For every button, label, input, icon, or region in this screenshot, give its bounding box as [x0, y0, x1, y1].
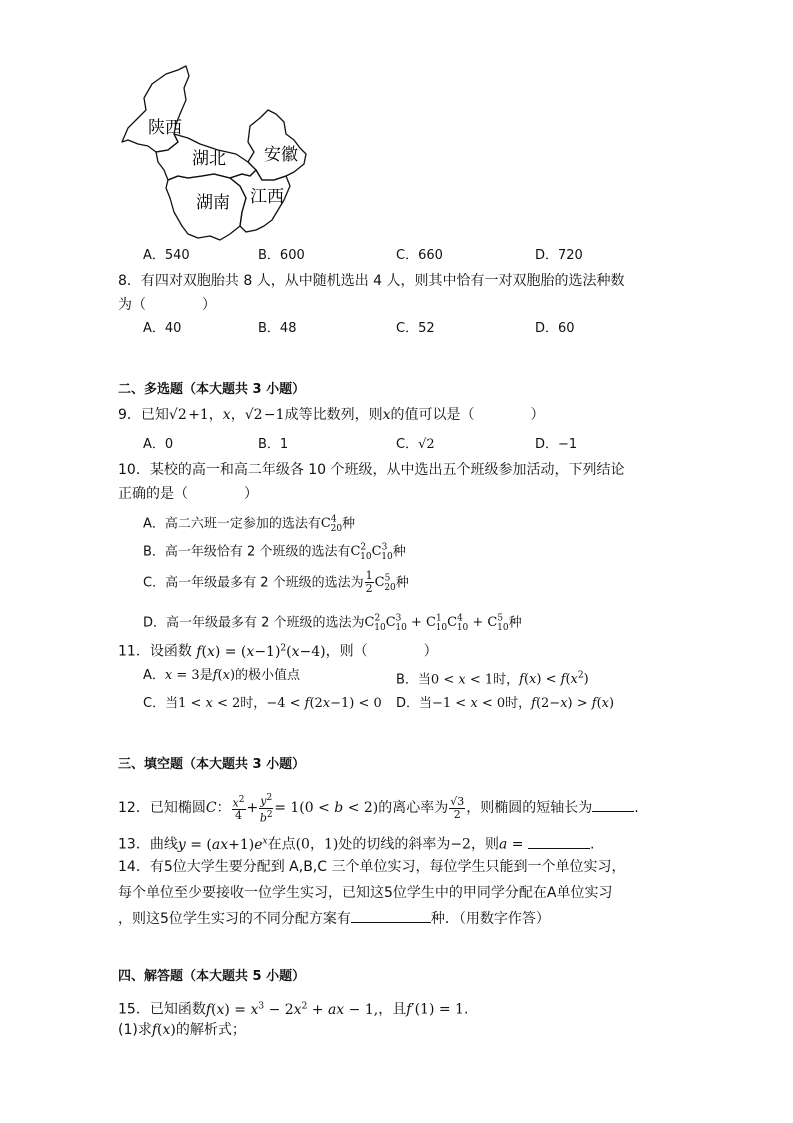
q13-prefix: 13．曲线 — [118, 836, 178, 853]
q11-option-c-label: C．当 — [143, 696, 179, 711]
q14-stem-line1: 14．有5位大学生要分配到 A,B,C 三个单位实习，每位学生只能到一个单位实习， — [118, 859, 626, 875]
q14-line3a: ，则这5位学生实习的不同分配方案有 — [118, 911, 351, 927]
q12-mid: 的离心率为 — [378, 800, 449, 817]
q10-option-a: A．高二六班一定参加的选法有$C^4_{20}$种 — [143, 515, 356, 534]
q8-option-d: D．60 — [535, 321, 575, 336]
q9-text-after: 成等比数列，则 — [284, 407, 383, 423]
q9-option-c: C．√2 — [396, 437, 435, 452]
q8-option-c: C．52 — [396, 321, 435, 336]
q10-option-d-suffix: 种 — [508, 615, 522, 631]
q10-option-c: C．高一年级最多有 2 个班级的选法为 $\frac{1}{2}$ $C^5_{20}$种 — [143, 569, 409, 596]
q7-option-a: A．540 — [143, 248, 190, 263]
q14-stem-line2: 每个单位至少要接收一位学生实习，已知这5位学生中的甲同学分配在A单位实习 — [118, 885, 613, 901]
q9-prefix: 9．已知 — [118, 407, 169, 423]
q11-option-c: C．当1 < x < 2时，−4 < f(2x−1) < 0 — [143, 696, 382, 711]
q9-option-b: B．1 — [258, 437, 289, 452]
q12-answer-blank[interactable] — [592, 797, 634, 812]
q11-option-a: A．x = 3是f(x)的极小值点 — [143, 668, 301, 683]
q11-suffix: ，则（ ） — [325, 643, 438, 660]
q14-stem-line3 — [118, 908, 550, 929]
q7-option-d: D．720 — [535, 248, 583, 263]
q11-option-a-end: 的极小值点 — [235, 668, 301, 683]
q8-option-a: A．40 — [143, 321, 182, 336]
q8-stem-line2: 为（ ） — [118, 297, 216, 313]
section-heading-multiple-choice: 二、多选题（本大题共 3 小题） — [118, 382, 306, 397]
q8-option-b: B．48 — [258, 321, 297, 336]
q11-option-d-label: D．当 — [396, 696, 433, 711]
q10-option-b-text: B．高一年级恰有 2 个班级的选法有 — [143, 544, 351, 560]
q12-stem: 12．已知椭圆C： $\frac{x^2}{4}$ + $\frac{y^2}{b^2}$ = 1(0 < b < 2)的离心率为 $\frac{√3}{2}$ ，则椭圆的短轴长为 . — [118, 793, 639, 825]
q15-stem: 15．已知函数$f(x) = x^3 - 2x^2$ + ax − 1,，且f′(1) = 1. — [118, 1001, 469, 1018]
q10-stem-line1: 10．某校的高一和高二年级各 10 个班级，从中选出五个班级参加活动，下列结论 — [118, 462, 625, 478]
q11-prefix: 11．设函数 — [118, 643, 192, 660]
q10-option-b-suffix: 种 — [392, 544, 406, 560]
q9-text-end: 的值可以是（ ） — [390, 407, 545, 423]
q14-line3b: 种．（用数字作答） — [430, 911, 550, 927]
q7-option-b: B．600 — [258, 248, 305, 263]
q13-mid: 在点 — [267, 836, 296, 853]
map-label-shaanxi: 陕西 — [148, 118, 182, 138]
province-map — [118, 62, 328, 244]
q14-answer-blank[interactable] — [351, 908, 431, 923]
q15-part1: (1)求f(x)的解析式； — [118, 1022, 246, 1038]
q10-option-a-suffix: 种 — [342, 516, 356, 532]
map-label-hubei: 湖北 — [192, 149, 226, 169]
q13-end: . — [589, 836, 595, 853]
q11-stem: 11．设函数 $f(x) = (x-1)^2(x-4)$，则（ ） — [118, 643, 438, 660]
q9-stem: 9．已知√2 +1，x，√2 −1成等比数列，则x的值可以是（ ） — [118, 407, 545, 423]
q15-part1-end: 的解析式； — [175, 1022, 246, 1038]
q13-answer-blank[interactable] — [528, 834, 590, 849]
q11-option-a-label: A． — [143, 668, 165, 683]
q11-option-b: B．当0 < x < 1时，$f(x) < f(x^2)$ — [396, 671, 589, 688]
q11-option-c-mid: 时， — [240, 696, 267, 711]
map-label-hunan: 湖南 — [196, 193, 230, 213]
q10-option-c-text: C．高一年级最多有 2 个班级的选法为 — [143, 575, 364, 591]
q13-stem: 13．曲线$y = (ax+1)e^x$在点(0，1)处的切线的斜率为−2，则a = . — [118, 831, 594, 855]
section-heading-fill-blank: 三、填空题（本大题共 3 小题） — [118, 757, 306, 772]
q15-part1-prefix: (1)求 — [118, 1022, 152, 1038]
q9-option-a: A．0 — [143, 437, 174, 452]
q8-stem-line1: 8．有四对双胞胎共 8 人，从中随机选出 4 人，则其中恰有一对双胞胎的选法种数 — [118, 273, 625, 289]
q10-stem-line2: 正确的是（ ） — [118, 486, 258, 502]
q10-option-a-text: A．高二六班一定参加的选法有 — [143, 516, 321, 532]
q11-option-a-text: 是 — [199, 668, 213, 683]
q10-option-d: D．高一年级最多有 2 个班级的选法为$C^2_{10}C^3_{10} + C^1_{10}C^4_{10} + C^5_{10}$种 — [143, 614, 522, 633]
q15-end: . — [463, 1001, 469, 1018]
q7-option-c: C．660 — [396, 248, 443, 263]
q11-option-b-label: B．当 — [396, 672, 431, 688]
q9-option-d: D．−1 — [535, 437, 578, 452]
q12-prefix: 12．已知椭圆 — [118, 800, 206, 817]
q15-prefix: 15．已知函数 — [118, 1001, 206, 1018]
q10-option-b: B．高一年级恰有 2 个班级的选法有$C^2_{10}C^3_{10}$种 — [143, 543, 406, 562]
q10-option-d-text: D．高一年级最多有 2 个班级的选法为 — [143, 615, 365, 631]
q15-mid: ，且 — [378, 1001, 407, 1018]
map-label-jiangxi: 江西 — [250, 187, 284, 207]
section-heading-solutions: 四、解答题（本大题共 5 小题） — [118, 969, 306, 984]
map-label-anhui: 安徽 — [264, 145, 298, 165]
q9-option-c-label: C． — [396, 437, 419, 452]
q13-mid2: 处的切线的斜率为 — [338, 836, 451, 853]
q13-mid3: ，则 — [470, 836, 499, 853]
q12-end: . — [634, 800, 639, 817]
q11-option-d: D．当−1 < x < 0时，f(2−x) > f(x) — [396, 696, 615, 711]
q10-option-c-suffix: 种 — [395, 575, 409, 591]
map-region-shaanxi — [122, 66, 189, 152]
q12-suffix: ，则椭圆的短轴长为 — [466, 800, 593, 817]
